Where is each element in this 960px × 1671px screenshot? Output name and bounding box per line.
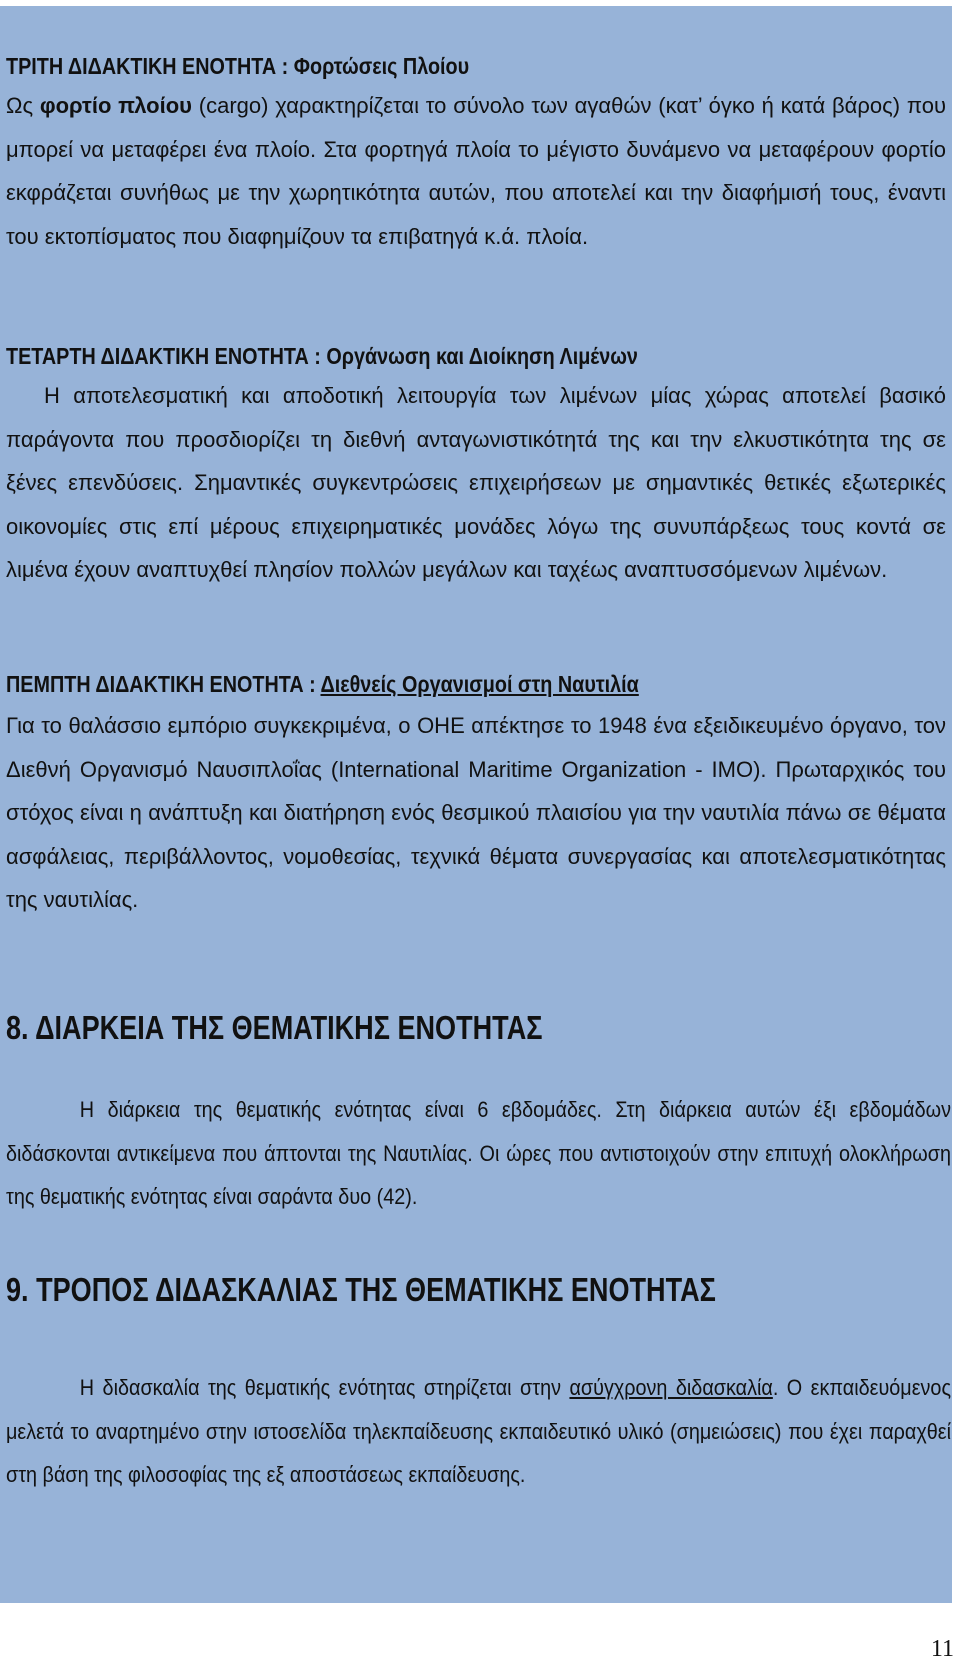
heading-text: ΤΡΙΤΗ ΔΙΔΑΚΤΙΚΗ ΕΝΟΤΗΤΑ : Φορτώσεις Πλοίου (6, 53, 470, 79)
text-run: Ως (6, 93, 40, 118)
bold-term: φορτίο πλοίου (39, 93, 192, 118)
section-9-paragraph (6, 1366, 951, 1497)
section-9-heading (6, 1270, 872, 1310)
heading-prefix: ΠΕΜΠΤΗ ΔΙΔΑΚΤΙΚΗ ΕΝΟΤΗΤΑ : (6, 671, 321, 697)
heading-text (6, 1270, 716, 1310)
heading-title: ΤΡΟΠΟΣ ΔΙΔΑΣΚΑΛΙΑΣ ΤΗΣ ΘΕΜΑΤΙΚΗΣ ΕΝΟΤΗΤΑΣ (36, 1271, 716, 1308)
section-8-heading (6, 1008, 660, 1048)
heading-number: 8. (6, 1009, 36, 1046)
section-4-paragraph: Η αποτελεσματική και αποδοτική λειτουργία των λιμένων μίας χώρας αποτελεί βασικό παράγοντα που προσδιορίζει τη διεθνή ανταγωνιστικότητά της και την ελκυστικότητα της σε ξένες επενδύσεις. Σημαντικές συγκεντρώσεις επιχειρήσεων με σημαντικές θετικές εξωτερικές οικονομίες στις επί μέρους επιχειρηματικές μονάδες λόγω της συνυπάρξεως τους κοντά σε λιμένα έχουν αναπτυχθεί πλησίον πολλών μεγάλων και ταχέως αναπτυσσόμενων λιμένων. (6, 383, 946, 582)
page-number: 11 (930, 1636, 954, 1662)
text-run: . Ο εκπαιδευόμενος μελετά το αναρτημένο στην ιστοσελίδα τηλεκπαίδευσης εκπαιδευτικό υλικό (σημειώσεις) που έχει παραχθεί στη βάση της φιλοσοφίας της εξ αποστάσεως εκπαίδευσης. (6, 1375, 951, 1487)
heading-number: 9. (6, 1271, 37, 1308)
text-run: Η διδασκαλία της θεματικής ενότητας στηρίζεται στην (79, 1375, 570, 1400)
heading-title: ΔΙΑΡΚΕΙΑ ΤΗΣ ΘΕΜΑΤΙΚΗΣ ΕΝΟΤΗΤΑΣ (35, 1009, 543, 1046)
section-3-paragraph (6, 84, 946, 258)
heading-text: ΤΕΤΑΡΤΗ ΔΙΔΑΚΤΙΚΗ ΕΝΟΤΗΤΑ : Οργάνωση και Διοίκηση Λιμένων (6, 343, 638, 369)
underlined-term: ασύγχρονη διδασκαλία (569, 1375, 773, 1400)
heading-text (6, 670, 639, 698)
section-4-heading (6, 342, 741, 370)
section-8-paragraph: Η διάρκεια της θεματικής ενότητας είναι 6 εβδομάδες. Στη διάρκεια αυτών έξι εβδομάδων διδάσκονται αντικείμενα που άπτονται της Ναυτιλίας. Οι ώρες που αντιστοιχούν στην επιτυχή ολοκλήρωση της θεματικής ενότητας είναι σαράντα δυο (42). (6, 1097, 952, 1209)
content-panel (0, 6, 952, 1603)
heading-text (6, 1008, 542, 1048)
section-3-heading (6, 52, 545, 80)
heading-topic: Διεθνείς Οργανισμοί στη Ναυτιλία (320, 671, 639, 697)
section-5-paragraph: Για το θαλάσσιο εμπόριο συγκεκριμένα, ο ΟΗΕ απέκτησε το 1948 ένα εξειδικευμένο όργανο, τον Διεθνή Οργανισμό Ναυσιπλοΐας (International Maritime Organization - IMO). Πρωταρχικός του στόχος είναι η ανάπτυξη και διατήρηση ενός θεσμικού πλαισίου για την ναυτιλία πάνω σε θέματα ασφάλειας, περιβάλλοντος, νομοθεσίας, τεχνικά θέματα συνεργασίας και αποτελεσματικότητας της ναυτιλίας. (6, 713, 946, 912)
section-5-heading (6, 670, 742, 698)
text-run: (cargo) χαρακτηρίζεται το σύνολο των αγαθών (κατ’ όγκο ή κατά βάρος) που μπορεί να μεταφέρει ένα πλοίο. Στα φορτηγά πλοία το μέγιστο δυνάμενο να μεταφέρουν φορτίο εκφράζεται συνήθως με την χωρητικότητα αυτών, που αποτελεί και την διαφήμισή τους, έναντι του εκτοπίσματος που διαφημίζουν τα επιβατηγά κ.ά. πλοία. (6, 93, 946, 249)
